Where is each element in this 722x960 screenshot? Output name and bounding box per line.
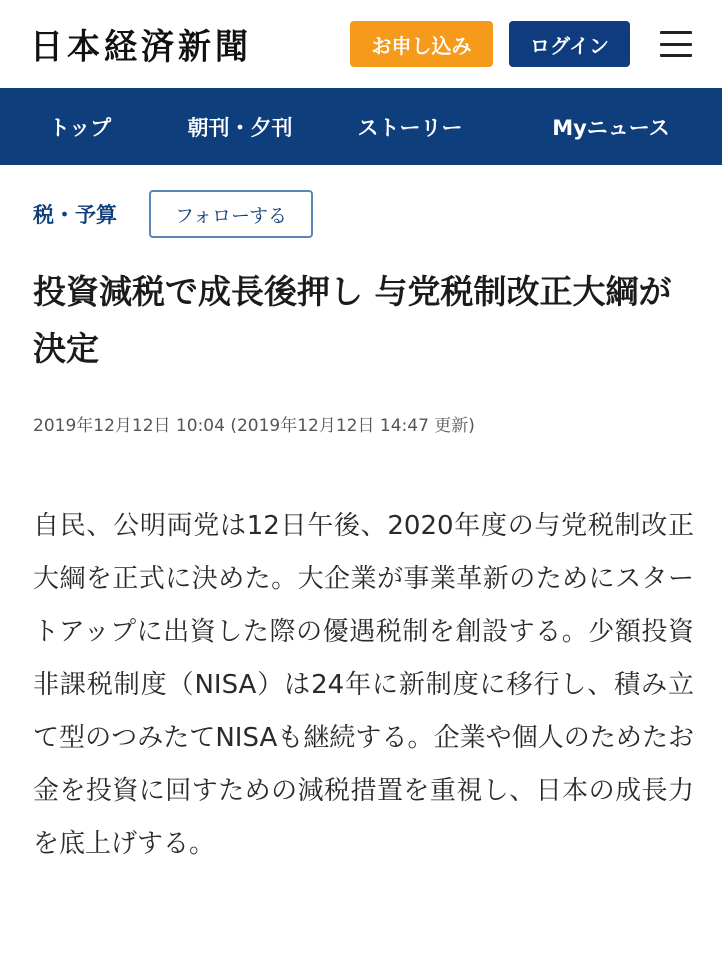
nav-item-my-news[interactable]: Myニュース xyxy=(552,115,670,140)
site-logo[interactable]: 日本経済新聞 xyxy=(30,25,252,67)
apply-button[interactable]: お申し込み xyxy=(350,21,493,67)
article-body: 自民、公明両党は12日午後、2020年度の与党税制改正大綱を正式に決めた。大企業が事業革新のためにスタートアップに出資した際の優遇税制を創設する。少額投資非課税制度（NISA）は24年に新制度に移行し、積み立て型のつみたてNISAも継続する。企業や個人のためたお金を投資に回すための減税措置を重視し、日本の成長力を底上げする。 xyxy=(33,511,694,859)
site-header xyxy=(0,0,722,88)
nav-item-editions[interactable]: 朝刊・夕刊 xyxy=(187,115,293,140)
main-nav xyxy=(0,88,722,165)
nav-item-top[interactable]: トップ xyxy=(48,115,112,140)
login-button[interactable]: ログイン xyxy=(509,21,630,67)
menu-icon[interactable] xyxy=(660,31,692,57)
follow-button[interactable]: フォローする xyxy=(149,190,313,238)
category-row xyxy=(0,189,722,239)
menu-icon-bar xyxy=(660,54,692,57)
article-category-link[interactable]: 税・予算 xyxy=(33,203,117,227)
nav-item-story[interactable]: ストーリー xyxy=(357,115,463,140)
menu-icon-bar xyxy=(660,43,692,46)
article-title: 投資減税で成長後押し 与党税制改正大綱が決定 xyxy=(33,272,672,368)
article-dateline: 2019年12月12日 10:04 (2019年12月12日 14:47 更新) xyxy=(33,416,475,436)
menu-icon-bar xyxy=(660,31,692,34)
